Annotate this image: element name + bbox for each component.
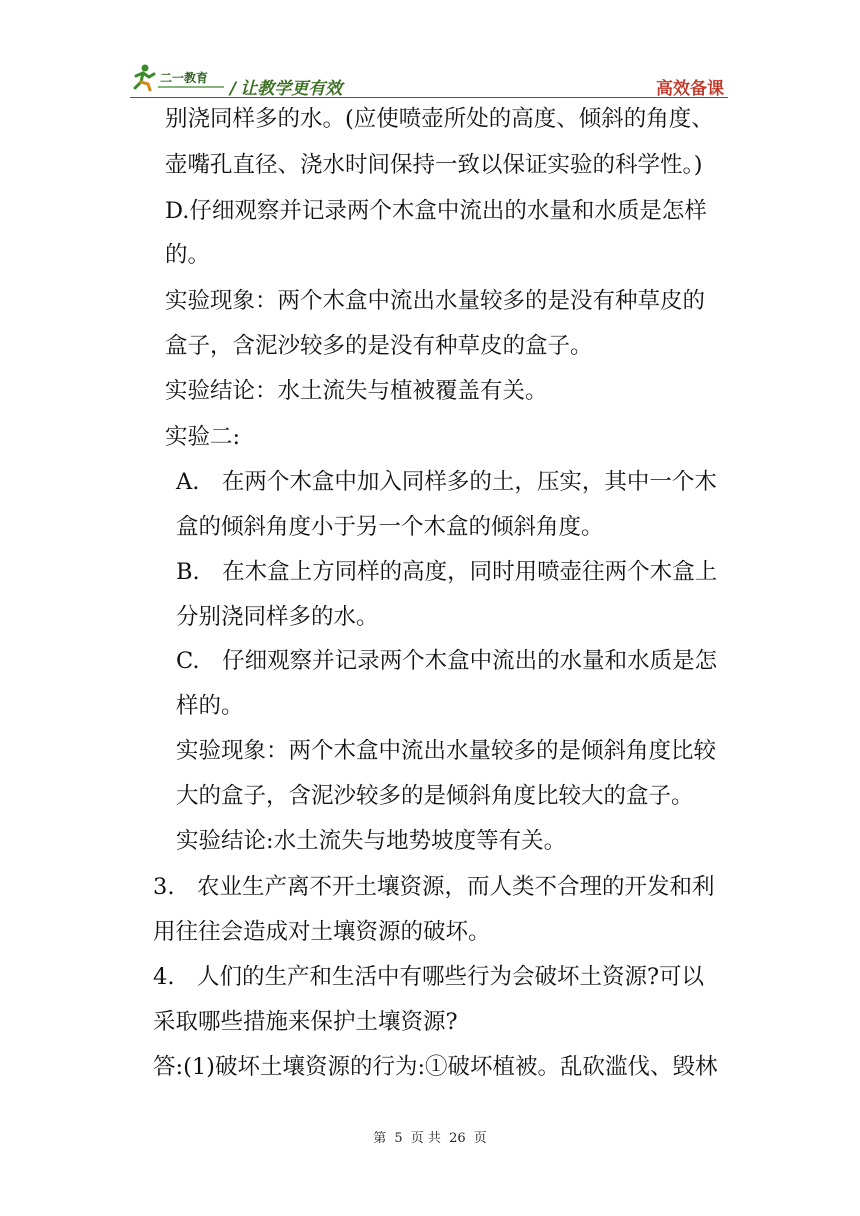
text-line: 实验二: (165, 424, 241, 450)
header-right-label: 高效备课 (656, 79, 724, 99)
text-line: C. 仔细观察并记录两个木盒中流出的水量和水质是怎 (176, 648, 718, 674)
text-line: 实验现象：两个木盒中流出水量较多的是没有种草皮的 (165, 288, 706, 314)
text-line: 答:(1)破坏土壤资源的行为:①破坏植被。乱砍滥伐、毁林 (153, 1054, 718, 1080)
logo-text: 二一教育 (160, 71, 209, 85)
logo (130, 62, 226, 92)
runner-icon (135, 65, 154, 91)
text-line: 实验现象：两个木盒中流出水量较多的是倾斜角度比较 (176, 738, 717, 764)
page-footer (0, 1127, 860, 1146)
text-line: 用往往会造成对土壤资源的破坏。 (153, 919, 491, 945)
slogan-text: 让教学更有效 (240, 79, 343, 99)
header-rule (130, 97, 728, 98)
footer-middle: 页 共 (410, 1131, 441, 1146)
text-line: 4. 人们的生产和生活中有哪些行为会破坏土资源?可以 (153, 964, 705, 990)
text-line: 分别浇同样多的水。 (176, 604, 379, 630)
page-header (130, 62, 728, 98)
footer-total-pages: 26 (449, 1131, 466, 1146)
footer-suffix: 页 (473, 1131, 487, 1146)
footer-page-number: 5 (394, 1131, 403, 1146)
slogan: / 让教学更有效 (230, 79, 343, 99)
text-line: 样的。 (176, 693, 244, 719)
text-line: 采取哪些措施来保护土壤资源? (153, 1009, 458, 1035)
text-line: 别浇同样多的水。(应使喷壶所处的高度、倾斜的角度、 (165, 106, 714, 132)
text-line: 盒的倾斜角度小于另一个木盒的倾斜角度。 (176, 514, 604, 540)
text-line: 实验结论:水土流失与地势坡度等有关。 (176, 828, 567, 854)
text-line: A. 在两个木盒中加入同样多的土，压实，其中一个木 (176, 469, 717, 495)
text-line: 3. 农业生产离不开土壤资源，而人类不合理的开发和利 (153, 874, 715, 900)
footer-prefix: 第 (373, 1131, 387, 1146)
text-line: 盒子，含泥沙较多的是没有种草皮的盒子。 (165, 333, 593, 359)
text-line: B. 在木盒上方同样的高度，同时用喷壶往两个木盒上 (176, 559, 718, 585)
text-line: 的。 (165, 242, 211, 268)
text-line: D.仔细观察并记录两个木盒中流出的水量和水质是怎样 (165, 198, 707, 224)
text-line: 实验结论：水土流失与植被覆盖有关。 (165, 378, 548, 404)
text-line: 大的盒子，含泥沙较多的是倾斜角度比较大的盒子。 (176, 783, 694, 809)
text-line: 壶嘴孔直径、浇水时间保持一致以保证实验的科学性。) (165, 152, 703, 178)
